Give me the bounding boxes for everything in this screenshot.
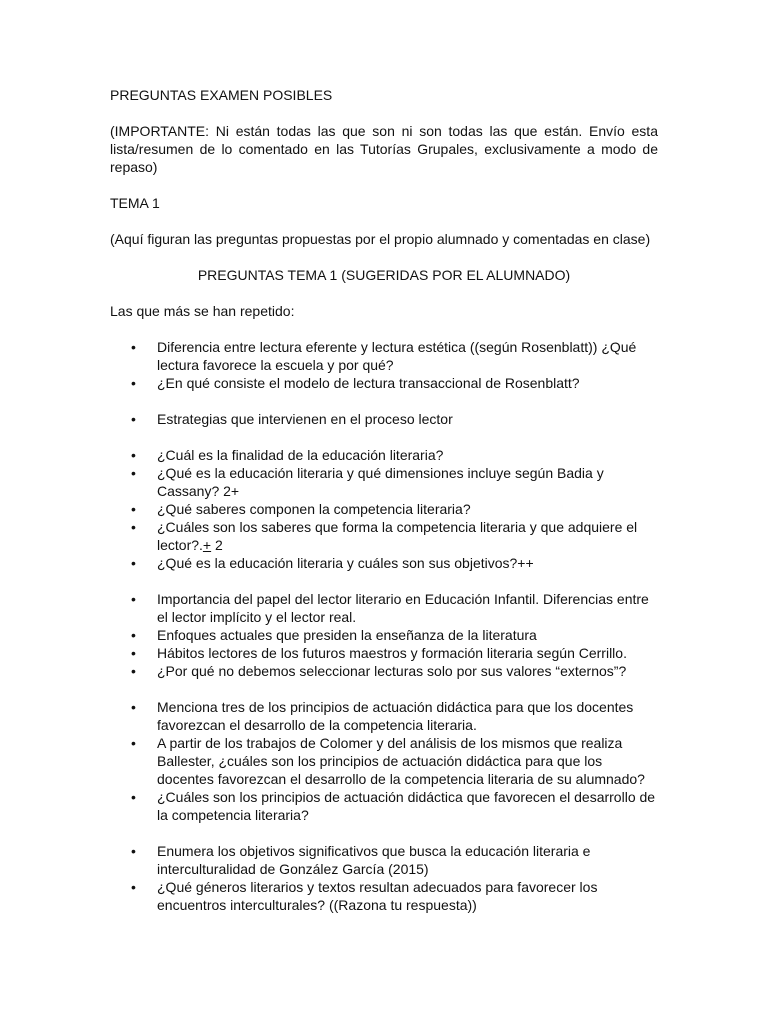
bullet-icon: • (131, 591, 136, 607)
count-mark: 2 (211, 537, 223, 553)
list-item (110, 644, 658, 662)
question-text: Estrategias que intervienen en el proceso lector (157, 411, 453, 427)
question-text: Enumera los objetivos significativos que busca la educación literaria e interculturalidad de González García (2015) (157, 843, 591, 877)
doc-title: PREGUNTAS EXAMEN POSIBLES (110, 87, 333, 103)
list-item (110, 734, 658, 788)
question-group-6 (110, 842, 658, 914)
list-item (110, 878, 658, 914)
question-text: ¿En qué consiste el modelo de lectura transaccional de Rosenblatt? (157, 375, 580, 391)
question-group-4 (110, 590, 658, 680)
list-item (110, 410, 658, 428)
list-item (110, 446, 658, 464)
question-text: ¿Qué es la educación literaria y qué dimensiones incluye según Badia y Cassany? 2+ (157, 465, 604, 499)
question-text: ¿Qué es la educación literaria y cuáles son sus objetivos?++ (157, 555, 534, 571)
important-note: (IMPORTANTE: Ni están todas las que son ni son todas las que están. Envío esta lista/resumen de lo comentado en las Tutorías Grupales, exclusivamente a modo de repaso) (110, 123, 658, 175)
bullet-icon: • (131, 555, 136, 571)
repeated-label: Las que más se han repetido: (110, 303, 295, 319)
question-text: ¿Cuáles son los principios de actuación didáctica que favorecen el desarrollo de la competencia literaria? (157, 789, 656, 823)
list-item (110, 338, 658, 374)
question-group-3 (110, 446, 658, 572)
bullet-icon: • (131, 339, 136, 355)
question-text: ¿Por qué no debemos seleccionar lecturas solo por sus valores “externos”? (157, 663, 627, 679)
bullet-icon: • (131, 663, 136, 679)
plus-mark: + (202, 537, 212, 553)
bullet-icon: • (131, 789, 136, 805)
bullet-icon: • (131, 519, 136, 535)
bullet-icon: • (131, 735, 136, 751)
question-text: Enfoques actuales que presiden la enseñanza de la literatura (157, 627, 537, 643)
list-item (110, 788, 658, 824)
list-item (110, 464, 658, 500)
list-item (110, 626, 658, 644)
bullet-icon: • (131, 447, 136, 463)
document-page (110, 86, 658, 932)
list-item (110, 698, 658, 734)
bullet-icon: • (131, 879, 136, 895)
list-item (110, 662, 658, 680)
list-item (110, 554, 658, 572)
question-text: ¿Qué saberes componen la competencia literaria? (157, 501, 471, 517)
bullet-icon: • (131, 465, 136, 481)
list-item (110, 842, 658, 878)
question-text: ¿Qué géneros literarios y textos resultan adecuados para favorecer los encuentros interculturales? ((Razona tu respuesta)) (157, 879, 598, 913)
intro-note: (Aquí figuran las preguntas propuestas por el propio alumnado y comentadas en clase) (110, 231, 651, 247)
bullet-icon: • (131, 843, 136, 859)
bullet-icon: • (131, 375, 136, 391)
bullet-icon: • (131, 699, 136, 715)
list-item (110, 500, 658, 518)
bullet-icon: • (131, 501, 136, 517)
list-item (110, 590, 658, 626)
question-group-5 (110, 698, 658, 824)
list-item (110, 374, 658, 392)
section-subtitle: PREGUNTAS TEMA 1 (SUGERIDAS POR EL ALUMNADO) (197, 267, 571, 283)
question-group-1 (110, 338, 658, 392)
question-text: A partir de los trabajos de Colomer y del análisis de los mismos que realiza Ballester, ¿cuáles son los principios de actuación didáctica para que los docentes favorezcan el desarrollo de la competencia literaria de su alumnado? (157, 735, 645, 787)
list-item (110, 518, 658, 554)
tema-heading: TEMA 1 (110, 195, 160, 211)
bullet-icon: • (131, 627, 136, 643)
question-text: ¿Cuál es la finalidad de la educación literaria? (157, 447, 444, 463)
bullet-icon: • (131, 411, 136, 427)
question-text: Hábitos lectores de los futuros maestros y formación literaria según Cerrillo. (157, 645, 627, 661)
bullet-icon: • (131, 645, 136, 661)
question-group-2 (110, 410, 658, 428)
question-text: Diferencia entre lectura eferente y lectura estética ((según Rosenblatt)) ¿Qué lectura favorece la escuela y por qué? (157, 339, 637, 373)
question-text: ¿Cuáles son los saberes que forma la competencia literaria y que adquiere el lector?. (157, 519, 638, 553)
question-text: Importancia del papel del lector literario en Educación Infantil. Diferencias entre el lector implícito y el lector real. (157, 591, 649, 625)
question-text: Menciona tres de los principios de actuación didáctica para que los docentes favorezcan el desarrollo de la competencia literaria. (157, 699, 634, 733)
